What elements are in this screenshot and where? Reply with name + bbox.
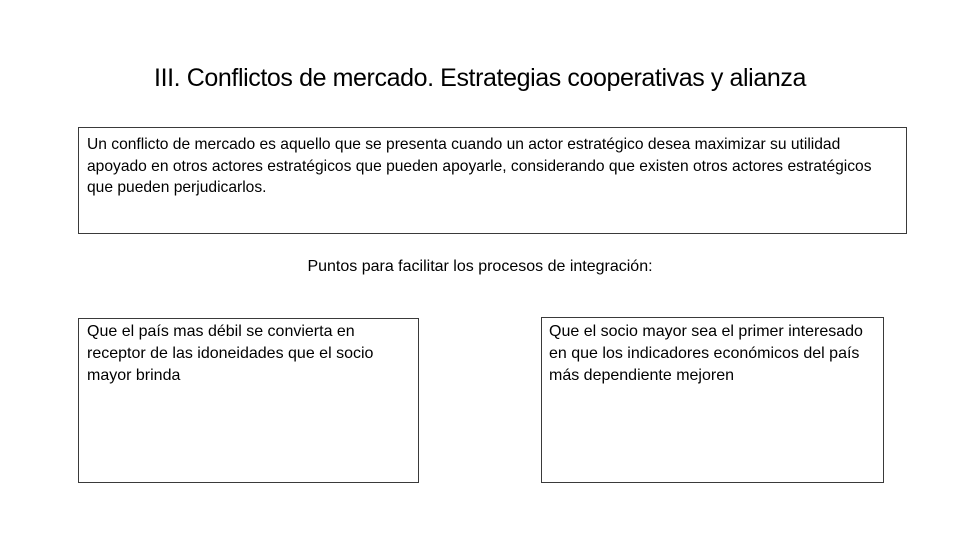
- integration-point-box-2: [541, 317, 884, 483]
- definition-text: Un conflicto de mercado es aquello que se presenta cuando un actor estratégico desea maximizar su utilidad apoyado en otros actores estratégicos que pueden apoyarle, considerando que existen otros actores estratégicos que pueden perjudicarlos.: [87, 136, 872, 196]
- integration-point-box-1: [78, 318, 419, 483]
- integration-point-text-1: Que el país mas débil se convierta en receptor de las idoneidades que el socio mayor brinda: [87, 323, 374, 384]
- definition-box: [78, 127, 907, 234]
- slide-title: III. Conflictos de mercado. Estrategias cooperativas y alianza: [154, 64, 806, 92]
- integration-point-text-2: Que el socio mayor sea el primer interesado en que los indicadores económicos del país más dependiente mejoren: [549, 323, 863, 384]
- integration-subheading: Puntos para facilitar los procesos de integración:: [307, 258, 653, 275]
